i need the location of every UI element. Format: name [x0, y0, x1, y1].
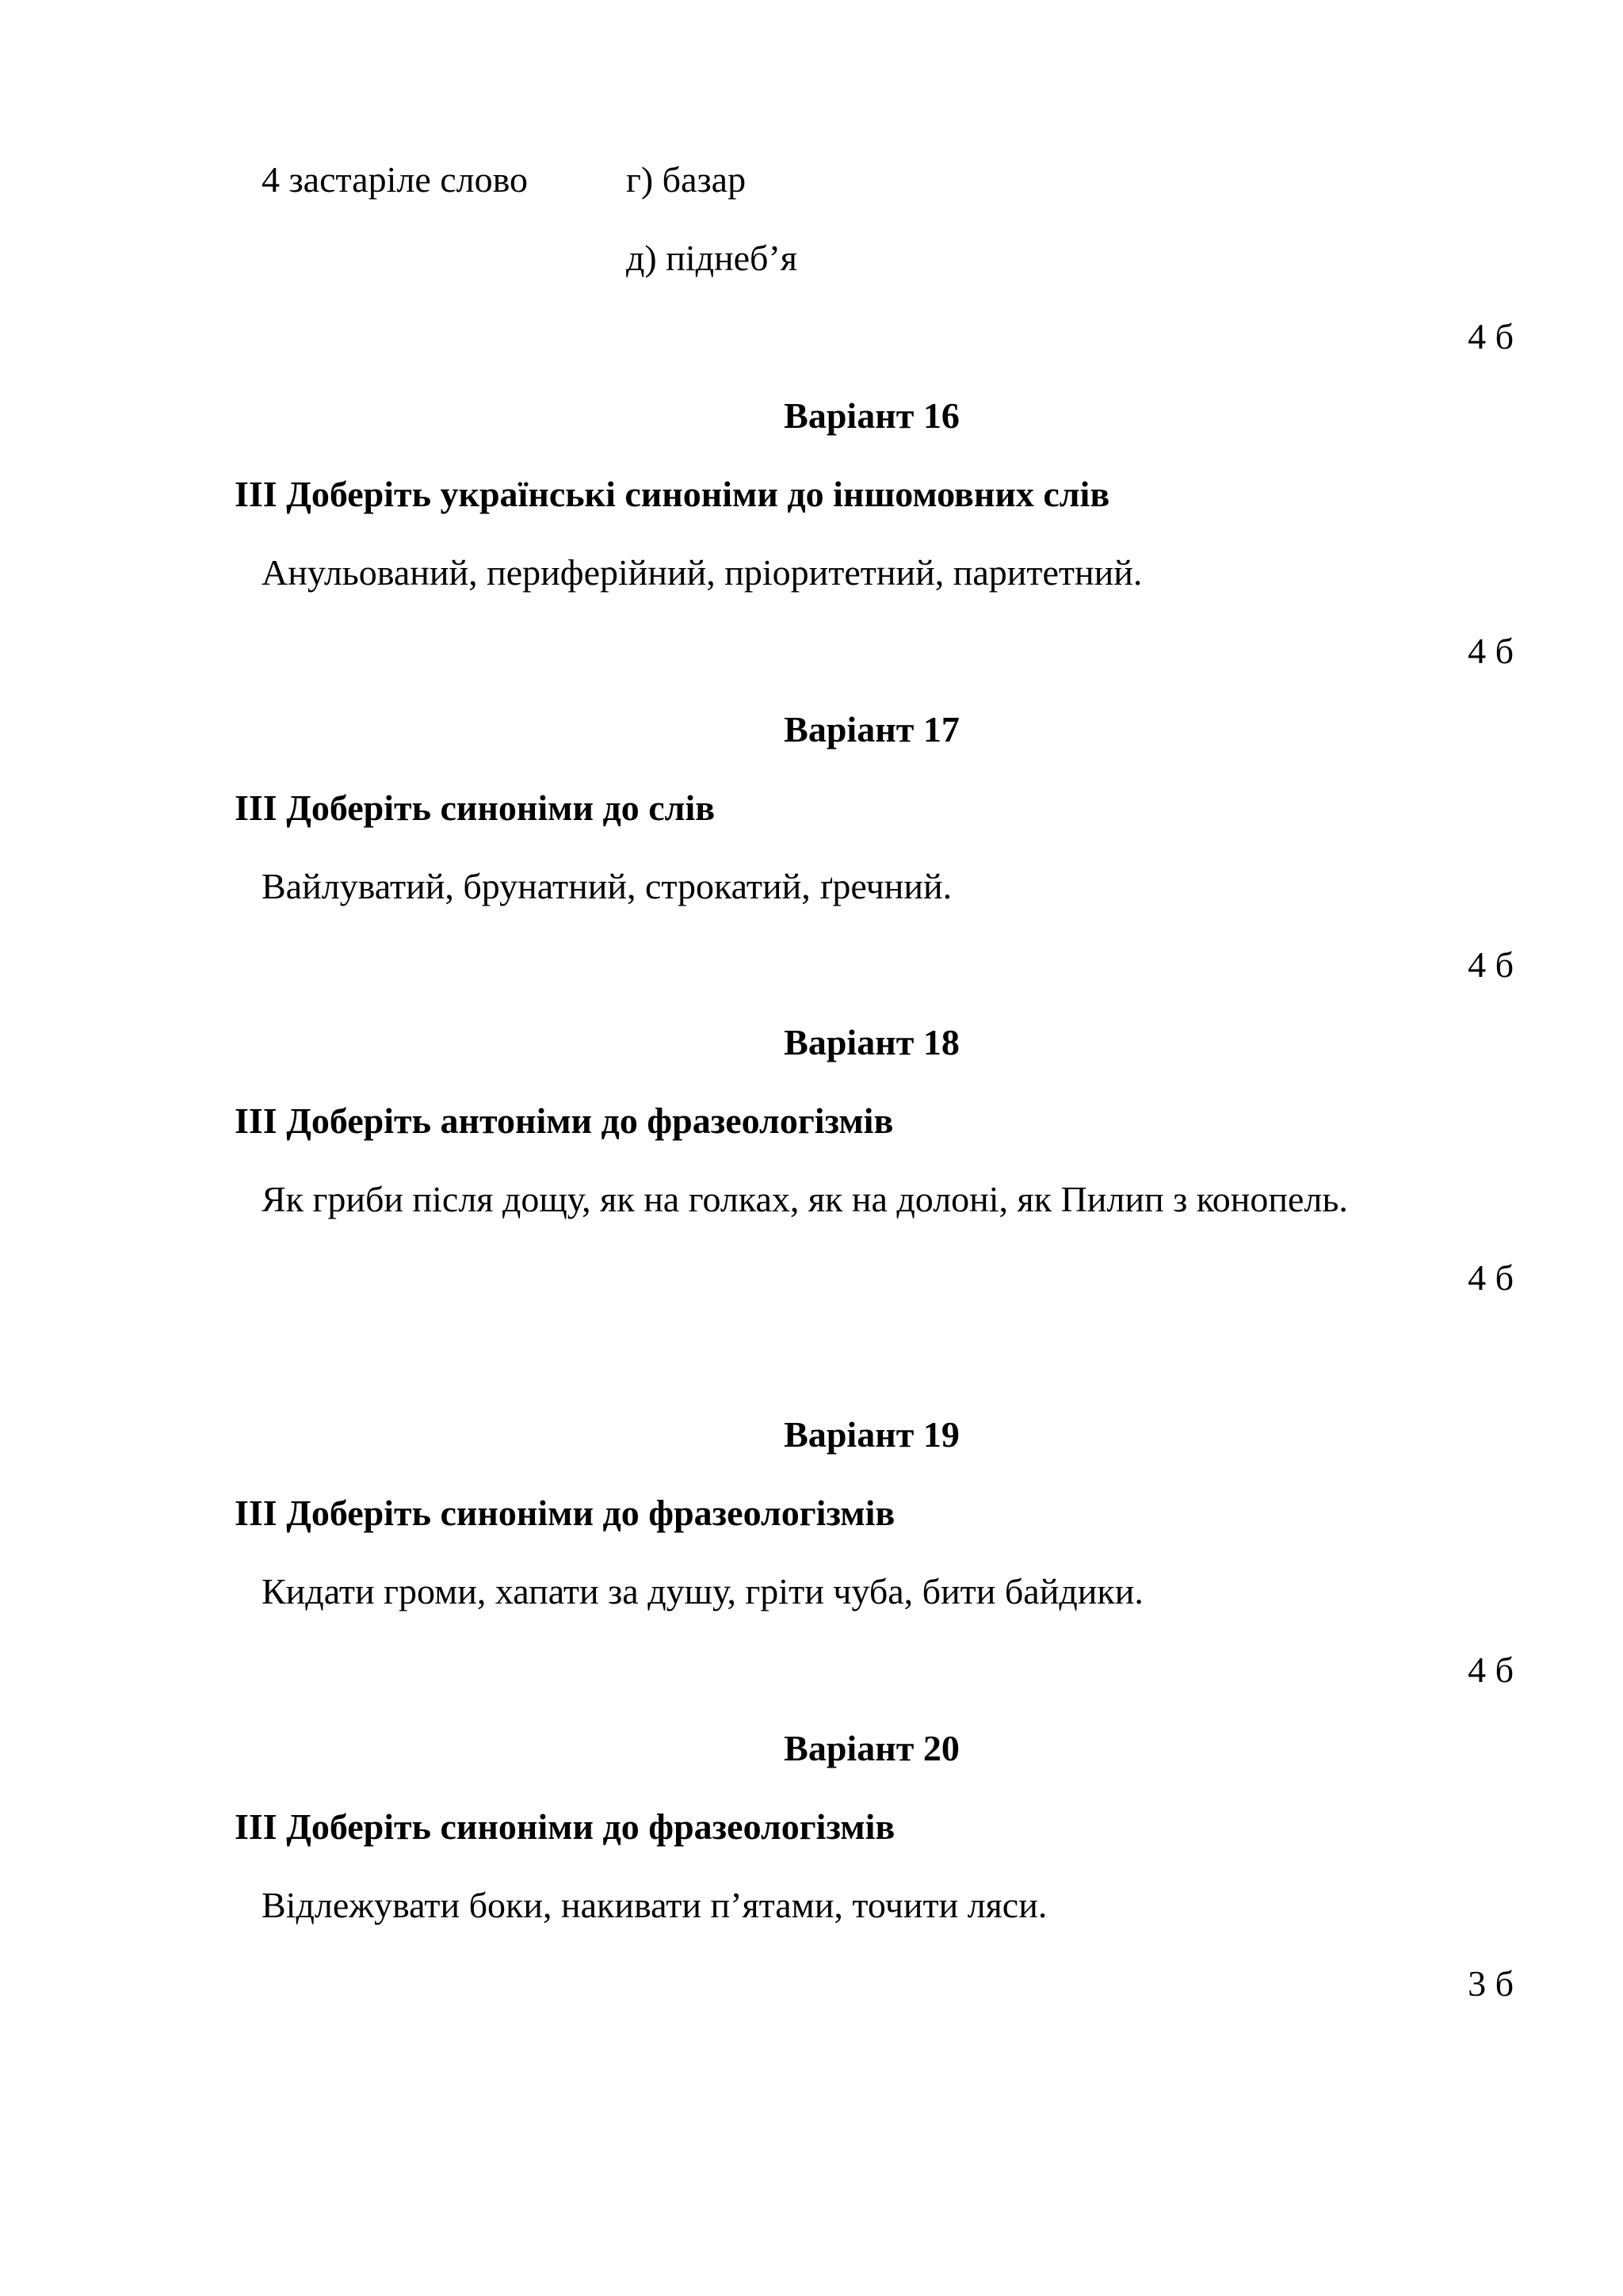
variant-title: Варіант 20	[784, 1728, 960, 1768]
task-heading: ІІІ Доберіть синоніми до слів	[235, 788, 716, 828]
score: 4 б	[1468, 944, 1514, 985]
task-heading: ІІІ Доберіть синоніми до фразеологізмів	[235, 1806, 896, 1847]
match-option-d: д) піднеб’я	[626, 238, 797, 278]
variant-title: Варіант 17	[784, 709, 960, 749]
task-heading: ІІІ Доберіть синоніми до фразеологізмів	[235, 1493, 896, 1533]
score: 4 б	[1468, 1257, 1514, 1298]
score-intro: 4 б	[1468, 316, 1514, 357]
score: 4 б	[1468, 1650, 1514, 1690]
task-content: Відлежувати боки, накивати п’ятами, точити ляси.	[262, 1885, 1048, 1925]
task-content: Кидати громи, хапати за душу, гріти чуба, бити байдики.	[262, 1571, 1144, 1611]
task-heading: ІІІ Доберіть антоніми до фразеологізмів	[235, 1100, 894, 1141]
task-content: Як гриби після дощу, як на голках, як на долоні, як Пилип з конопель.	[262, 1179, 1348, 1219]
variant-title: Варіант 18	[784, 1022, 960, 1062]
match-option-g: г) базар	[626, 159, 747, 200]
task-heading: ІІІ Доберіть українські синоніми до іншомовних слів	[235, 474, 1110, 514]
score: 3 б	[1468, 1963, 1514, 2004]
task-content: Вайлуватий, брунатний, строкатий, ґречний.	[262, 866, 953, 906]
score: 4 б	[1468, 631, 1514, 671]
match-item-left: 4 застаріле слово	[262, 159, 529, 200]
task-content: Анульований, периферійний, пріоритетний, паритетний.	[262, 552, 1143, 593]
variant-title: Варіант 19	[784, 1414, 960, 1455]
variant-title: Варіант 16	[784, 395, 960, 436]
